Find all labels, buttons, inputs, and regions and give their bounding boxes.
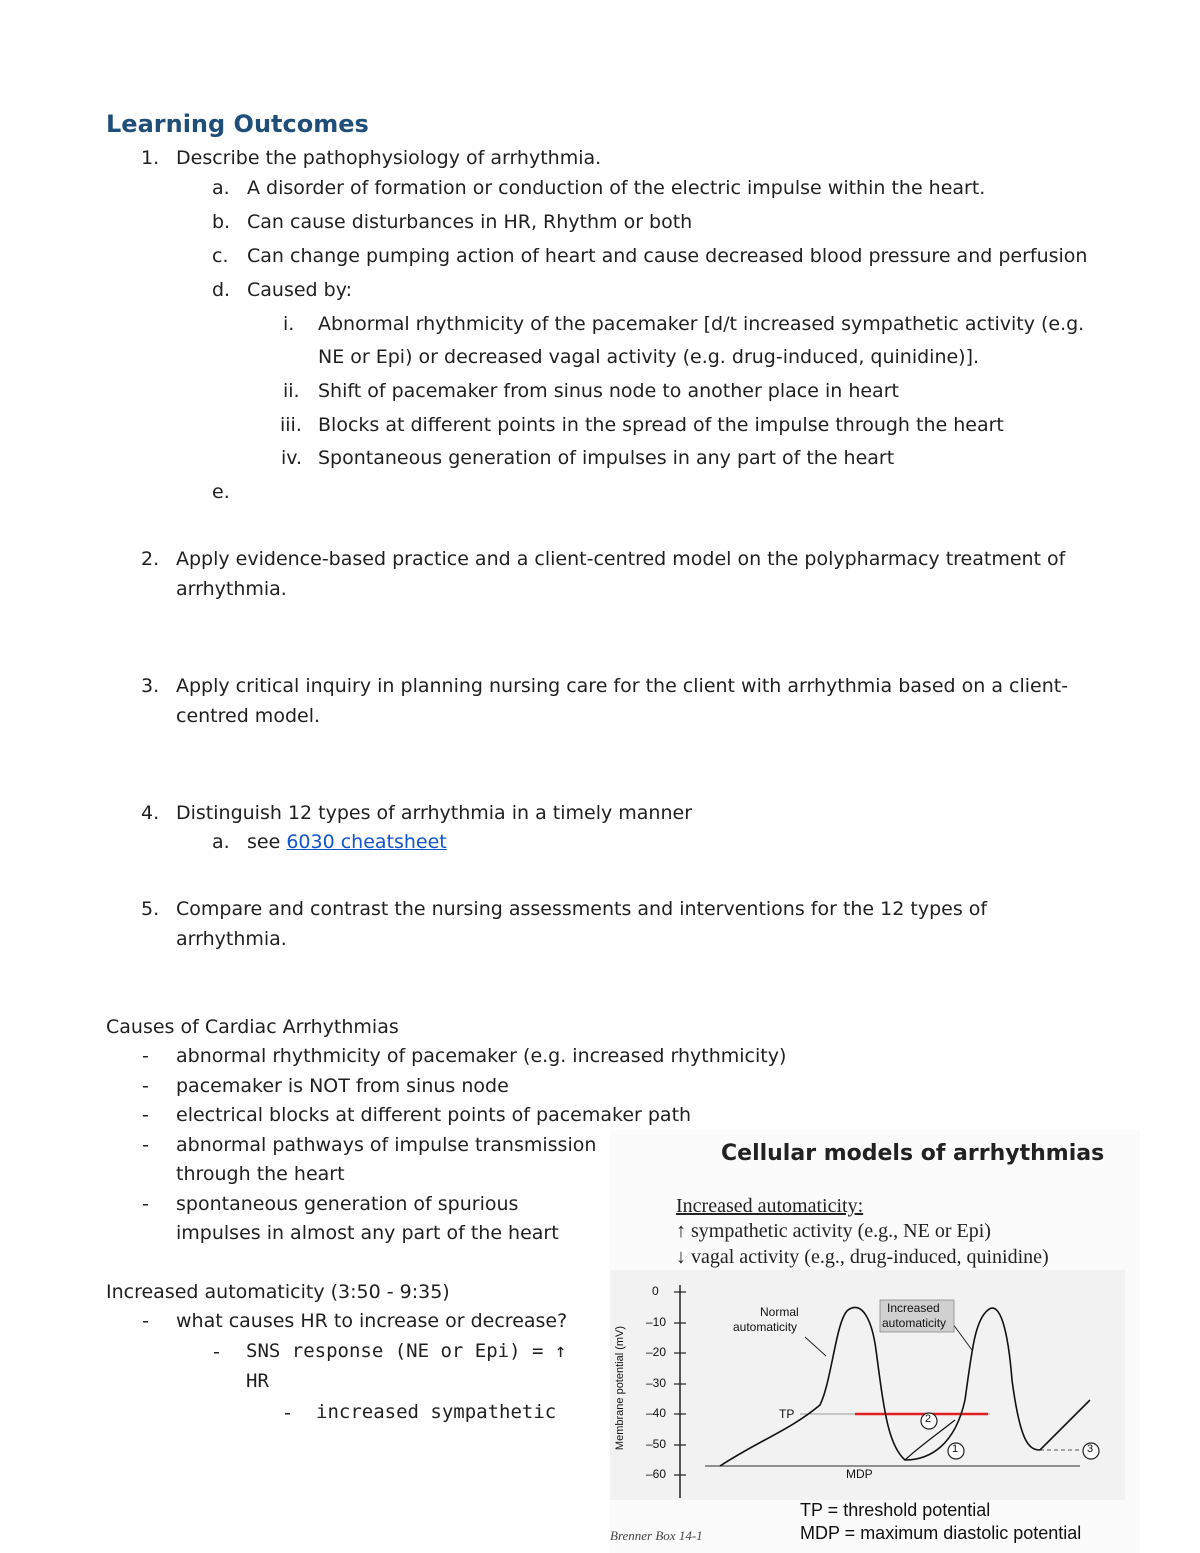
y-tick-60: –60 — [646, 1467, 667, 1481]
y-tick-20: –20 — [646, 1345, 667, 1359]
cause-i-line2: NE or Epi) or decreased vagal activity (e.g. drug-induced, quinidine)]. — [318, 346, 980, 368]
marker-3-label: 3 — [1087, 1443, 1094, 1455]
outcome-1d-letter: d. — [212, 279, 231, 301]
figure-caption: Brenner Box 14-1 — [610, 1528, 703, 1543]
outcome-5-number: 5. — [141, 898, 160, 920]
causes-dash-4: - — [142, 1134, 149, 1156]
legend-tp: TP = threshold potential — [800, 1500, 991, 1520]
figure-vagal-line: ↓ vagal activity (e.g., drug-induced, quinidine) — [676, 1246, 1049, 1268]
cause-iii-text: Blocks at different points in the spread of the impulse through the heart — [318, 414, 1004, 436]
outcome-3-line2: centred model. — [176, 705, 321, 727]
outcome-1b-text: Can cause disturbances in HR, Rhythm or both — [247, 211, 693, 233]
tp-label: TP — [779, 1407, 795, 1421]
page-heading: Learning Outcomes — [106, 110, 369, 138]
causes-dash-1: - — [142, 1045, 149, 1067]
causes-item-3: electrical blocks at different points of pacemaker path — [176, 1104, 692, 1126]
outcome-4-number: 4. — [141, 802, 160, 824]
outcome-4a-prefix: see — [247, 831, 287, 853]
outcome-1a-letter: a. — [212, 177, 230, 199]
outcome-2-line1: Apply evidence-based practice and a client-centred model on the polypharmacy treatment of — [176, 548, 1066, 570]
sns-response-line2: HR — [246, 1370, 269, 1392]
outcome-1b-letter: b. — [212, 211, 231, 233]
outcome-3-line1: Apply critical inquiry in planning nursing care for the client with arrhythmia based on a client- — [176, 675, 1069, 697]
cause-iv-number: iv. — [281, 447, 303, 469]
outcome-2-line2: arrhythmia. — [176, 578, 287, 600]
causes-item-4-line2: through the heart — [176, 1163, 345, 1185]
automaticity-title: Increased automaticity (3:50 - 9:35) — [106, 1281, 450, 1303]
automaticity-dash-3: - — [284, 1402, 291, 1424]
cause-ii-number: ii. — [283, 380, 300, 402]
outcome-1-text: Describe the pathophysiology of arrhythmia. — [176, 147, 602, 169]
y-tick-30: –30 — [646, 1376, 667, 1390]
causes-dash-5: - — [142, 1193, 149, 1215]
figure-title: Cellular models of arrhythmias — [721, 1141, 1105, 1166]
outcome-1e-letter: e. — [212, 481, 230, 503]
automaticity-dash-2: - — [213, 1341, 220, 1363]
cause-ii-text: Shift of pacemaker from sinus node to another place in heart — [318, 380, 899, 402]
causes-dash-3: - — [142, 1104, 149, 1126]
mdp-label: MDP — [846, 1467, 873, 1481]
outcome-5-line2: arrhythmia. — [176, 928, 287, 950]
outcome-1-number: 1. — [141, 147, 160, 169]
normal-label-line2: automaticity — [733, 1320, 798, 1334]
outcome-1c-letter: c. — [212, 245, 229, 267]
causes-item-2: pacemaker is NOT from sinus node — [176, 1075, 509, 1097]
figure-sympathetic-line: ↑ sympathetic activity (e.g., NE or Epi) — [676, 1220, 991, 1242]
causes-item-1: abnormal rhythmicity of pacemaker (e.g. increased rhythmicity) — [176, 1045, 787, 1067]
normal-label-line1: Normal — [760, 1305, 799, 1319]
cause-i-line1: Abnormal rhythmicity of the pacemaker [d/t increased sympathetic activity (e.g. — [318, 313, 1085, 335]
outcome-4a-letter: a. — [212, 831, 230, 853]
automaticity-dash-1: - — [142, 1310, 149, 1332]
normal-leader-line — [805, 1337, 826, 1356]
sns-response-line1: SNS response (NE or Epi) = ↑ — [246, 1340, 567, 1362]
increased-sympathetic: increased sympathetic — [316, 1401, 557, 1423]
outcome-1a-text: A disorder of formation or conduction of the electric impulse within the heart. — [247, 177, 986, 199]
marker-2-label: 2 — [925, 1413, 932, 1425]
causes-item-4-line1: abnormal pathways of impulse transmission — [176, 1134, 597, 1156]
increased-label-line1: Increased — [887, 1301, 940, 1315]
y-tick-10: –10 — [646, 1315, 667, 1329]
outcome-2-number: 2. — [141, 548, 160, 570]
increased-label-line2: automaticity — [882, 1316, 947, 1330]
causes-dash-2: - — [142, 1075, 149, 1097]
legend-mdp: MDP = maximum diastolic potential — [800, 1523, 1082, 1543]
outcome-1c-text: Can change pumping action of heart and cause decreased blood pressure and perfusion — [247, 245, 1088, 267]
cause-i-number: i. — [283, 313, 295, 335]
cause-iii-number: iii. — [280, 414, 302, 436]
outcome-4-line1: Distinguish 12 types of arrhythmia in a timely manner — [176, 802, 693, 824]
y-tick-40: –40 — [646, 1406, 667, 1420]
outcome-1d-text: Caused by: — [247, 279, 352, 301]
causes-title: Causes of Cardiac Arrhythmias — [106, 1016, 399, 1038]
causes-item-5-line2: impulses in almost any part of the heart — [176, 1222, 559, 1244]
figure-subtitle: Increased automaticity: — [676, 1195, 864, 1217]
outcome-3-number: 3. — [141, 675, 160, 697]
y-axis-label: Membrane potential (mV) — [614, 1325, 626, 1451]
outcome-5-line1: Compare and contrast the nursing assessments and interventions for the 12 types of — [176, 898, 988, 920]
cheatsheet-link[interactable]: 6030 cheatsheet — [286, 831, 447, 853]
cause-iv-text: Spontaneous generation of impulses in any part of the heart — [318, 447, 895, 469]
automaticity-question: what causes HR to increase or decrease? — [176, 1310, 568, 1332]
y-tick-50: –50 — [646, 1437, 667, 1451]
causes-item-5-line1: spontaneous generation of spurious — [176, 1193, 519, 1215]
y-tick-0: 0 — [652, 1284, 659, 1298]
marker-1-label: 1 — [952, 1443, 959, 1455]
